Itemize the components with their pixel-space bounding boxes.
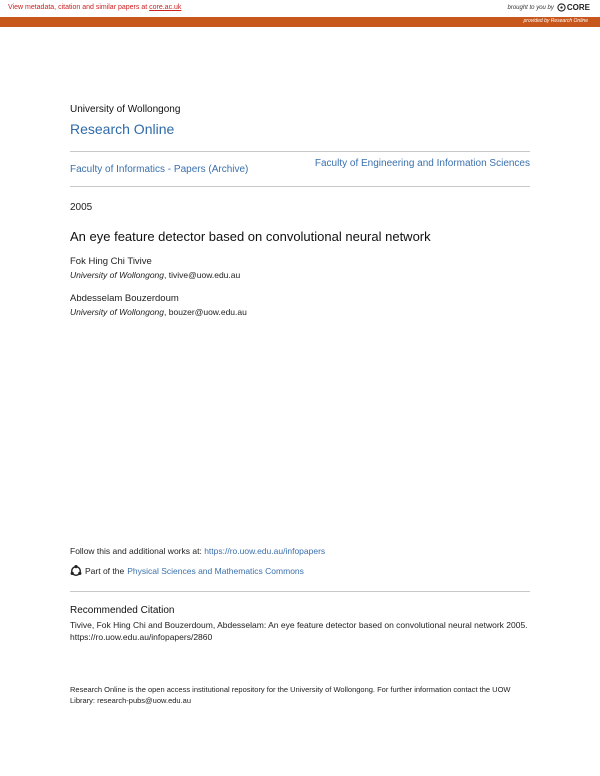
author-name: Abdesselam Bouzerdoum [70,293,179,304]
provided-by-bar [0,17,600,27]
follow-line [70,546,325,556]
university-name: University of Wollongong [70,104,181,115]
research-online-link[interactable]: Research Online [70,121,175,137]
affiliation-name: University of Wollongong [70,270,165,280]
author-name: Fok Hing Chi Tivive [70,256,152,267]
faculty-engineering-link[interactable]: Faculty of Engineering and Information Sciences [314,158,530,169]
commons-network-icon [70,565,82,577]
citation-url: https://ro.uow.edu.au/infopapers/2860 [70,632,213,642]
citation-body: Tivive, Fok Hing Chi and Bouzerdoum, Abdesselam: An eye feature detector based on convolutional neural network 2005. [70,620,528,630]
core-logo[interactable] [557,3,590,12]
divider [70,151,530,152]
core-logo-text: CORE [566,3,590,12]
affiliation-name: University of Wollongong [70,307,165,317]
divider [70,186,530,187]
recommended-citation-heading: Recommended Citation [70,605,175,616]
core-metadata-link[interactable] [8,4,181,11]
core-icon [557,3,566,12]
author-email: , tivive@uow.edu.au [164,270,241,280]
provided-by-text: provided by Research Online [523,18,588,24]
author-affiliation [70,270,240,280]
infopapers-link[interactable]: https://ro.uow.edu.au/infopapers [204,546,326,556]
author-email: , bouzer@uow.edu.au [164,307,247,317]
divider [70,591,530,592]
commons-link[interactable]: Physical Sciences and Mathematics Commons [127,566,304,576]
core-link-domain: core.ac.uk [149,4,182,11]
repository-footer: Research Online is the open access institutional repository for the University of Wollongong. For further information contact the UOW Library: research-pubs@uow.edu.au [70,685,511,705]
citation-block [70,619,535,643]
faculty-informatics-link[interactable]: Faculty of Informatics - Papers (Archive) [70,164,249,175]
part-of-line [70,565,304,577]
part-of-text: Part of the [85,566,125,576]
paper-title: An eye feature detector based on convolutional neural network [70,229,431,244]
follow-text: Follow this and additional works at: [70,546,205,556]
core-banner [0,0,600,17]
publication-year: 2005 [70,202,93,213]
brought-by-text: brought to you by [507,4,554,11]
core-brought-by [508,3,591,12]
author-affiliation [70,307,247,317]
core-link-prefix: View metadata, citation and similar papers at [8,4,150,11]
